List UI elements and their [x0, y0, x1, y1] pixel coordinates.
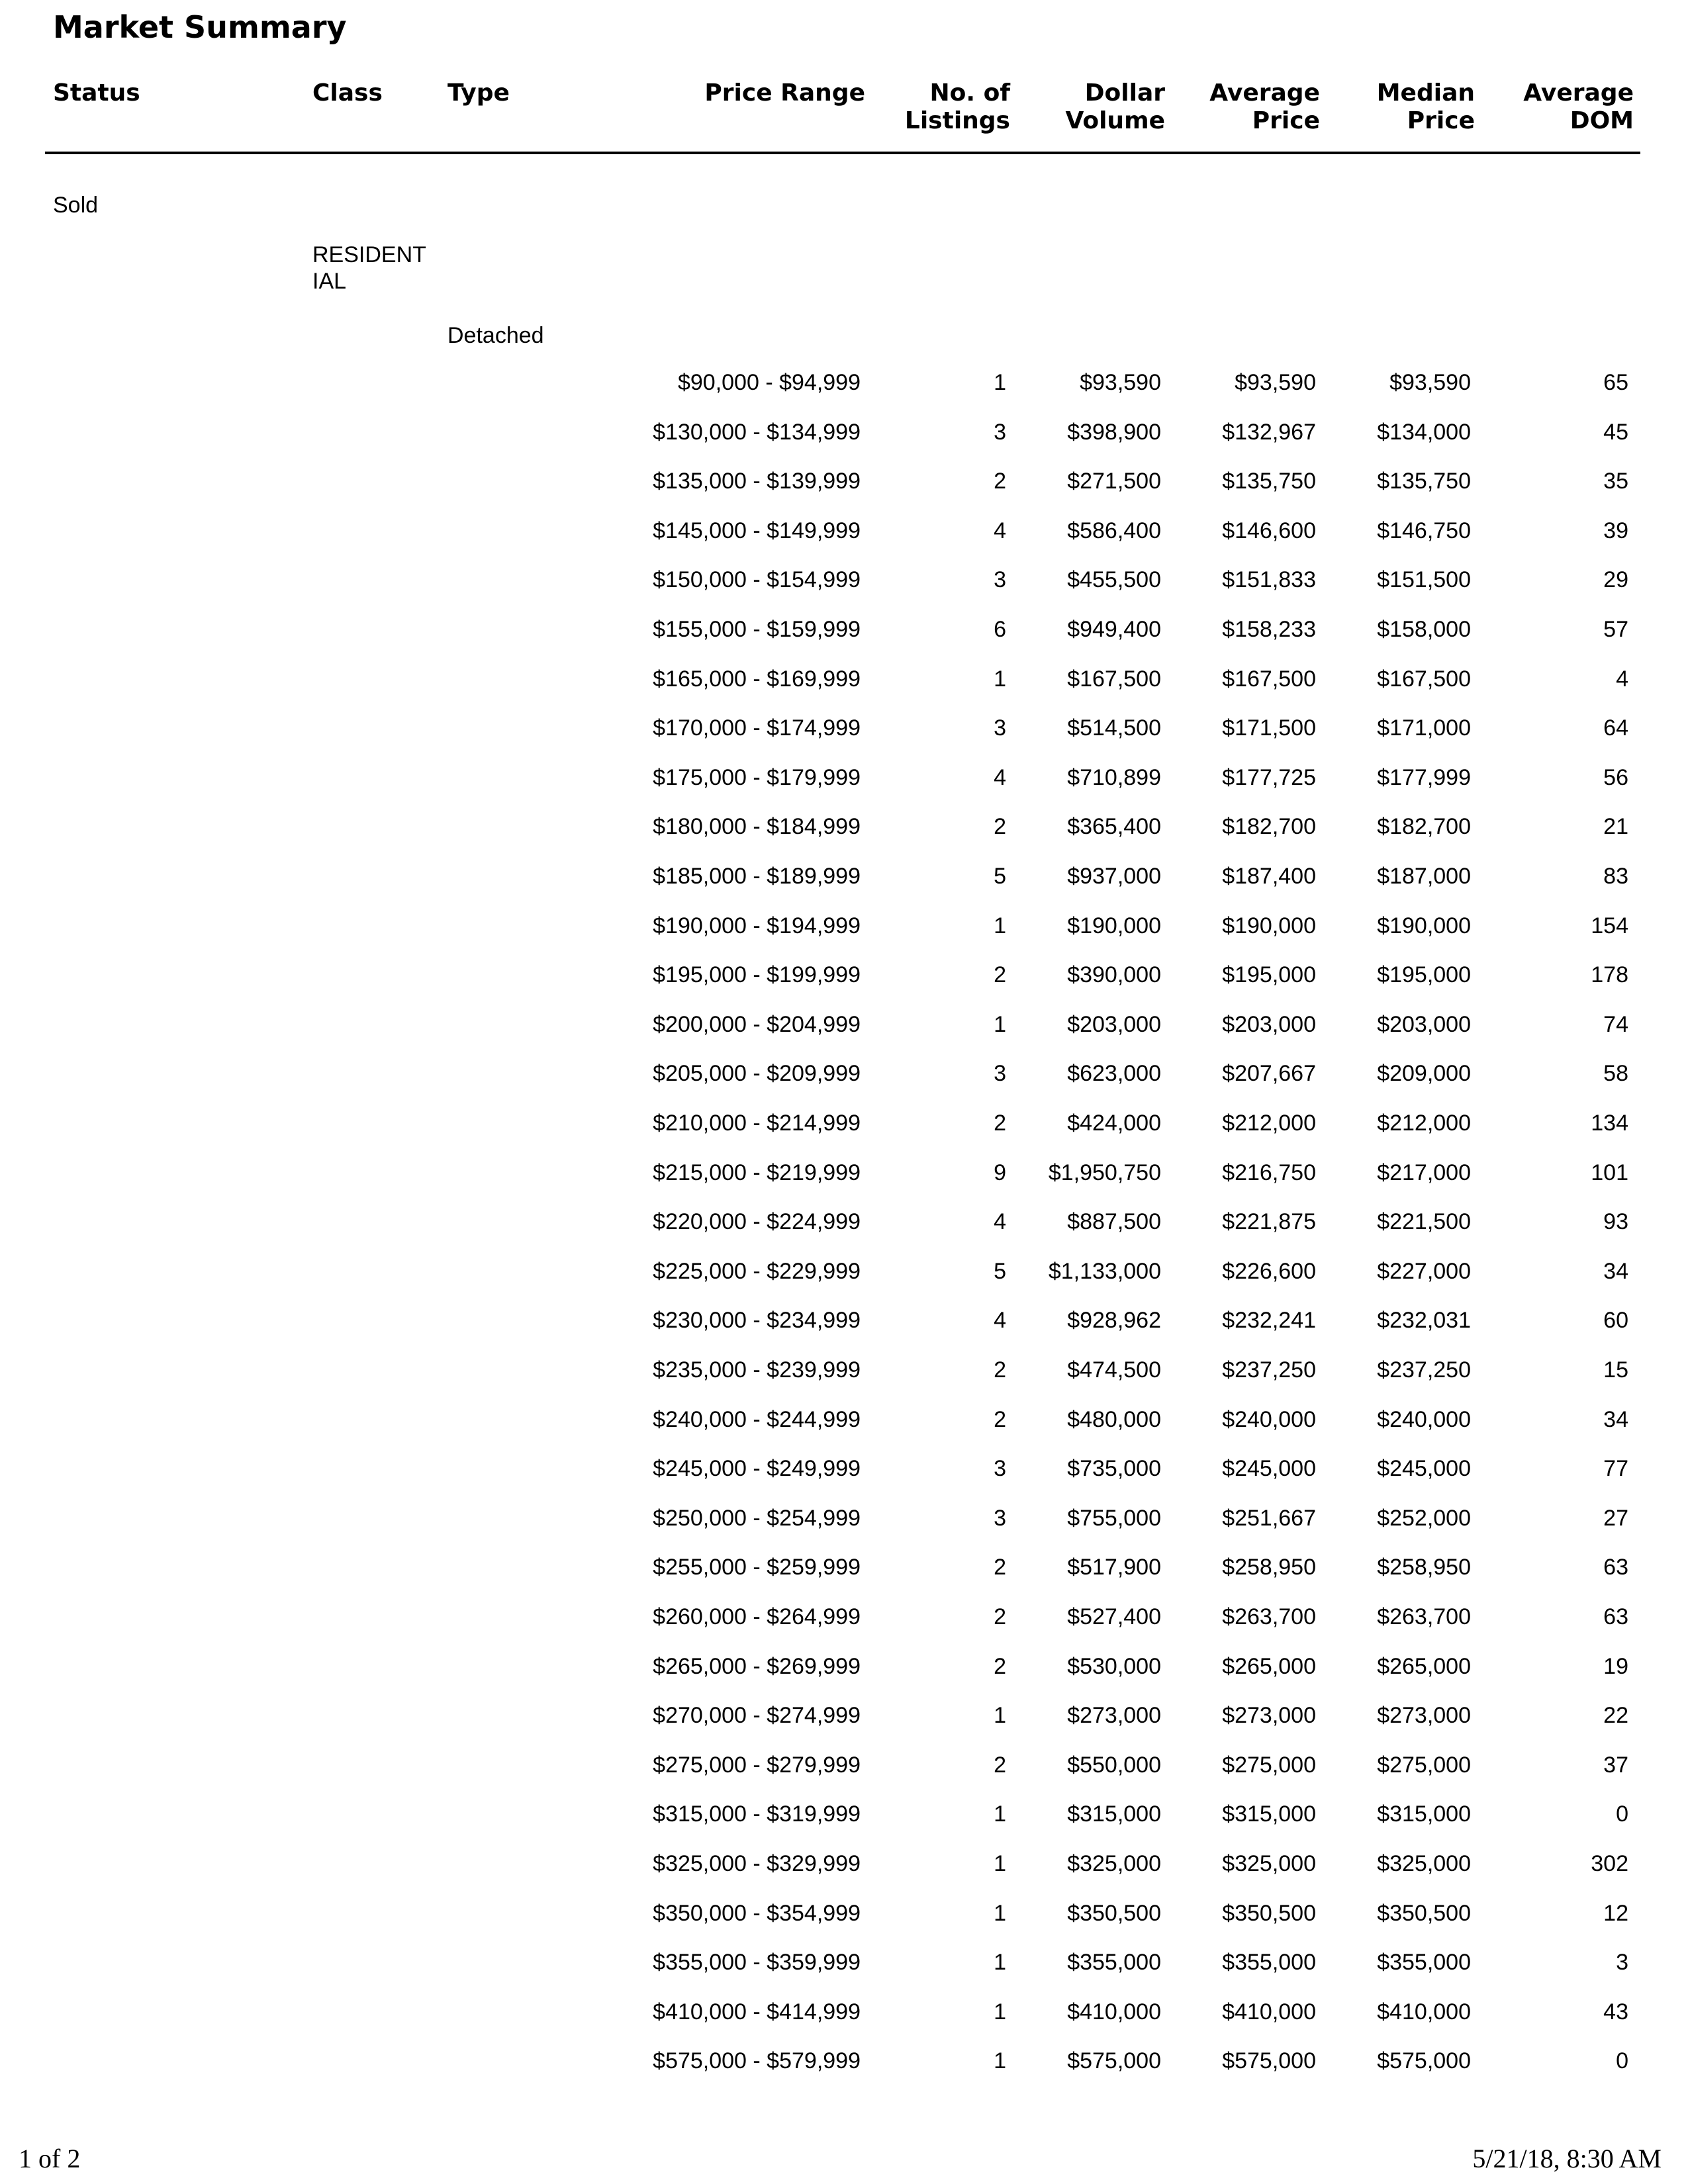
price-range-cell: $175,000 - $179,999 — [653, 764, 861, 790]
table-row — [0, 962, 1688, 988]
average-price-cell: $151,833 — [1222, 567, 1316, 593]
volume-cell: $355,000 — [1067, 1950, 1161, 1976]
table-row — [0, 1110, 1688, 1136]
listings-cell: 4 — [994, 518, 1006, 543]
average-price-cell: $325,000 — [1222, 1851, 1316, 1876]
median-price-cell: $93,590 — [1389, 370, 1471, 395]
average-dom-cell: 4 — [1616, 666, 1628, 692]
price-range-cell: $325,000 - $329,999 — [653, 1851, 861, 1876]
listings-cell: 6 — [994, 617, 1006, 642]
listings-cell: 3 — [994, 419, 1006, 445]
table-row — [0, 764, 1688, 791]
price-range-cell: $210,000 - $214,999 — [653, 1111, 861, 1136]
listings-cell: 4 — [994, 764, 1006, 790]
volume-cell: $365,400 — [1067, 814, 1161, 840]
average-dom-cell: 35 — [1603, 469, 1628, 494]
median-price-cell: $217,000 — [1377, 1160, 1471, 1185]
average-dom-cell: 29 — [1603, 567, 1628, 593]
table-row — [0, 419, 1688, 445]
header-volume-line2: Volume — [1065, 107, 1165, 134]
header-avg-price-line1: Average — [1209, 79, 1320, 107]
volume-cell: $203,000 — [1067, 1011, 1161, 1037]
table-row — [0, 666, 1688, 692]
volume-cell: $325,000 — [1067, 1851, 1161, 1876]
report-title: Market Summary — [53, 9, 347, 45]
average-price-cell: $251,667 — [1222, 1505, 1316, 1531]
volume-cell: $949,400 — [1067, 617, 1161, 642]
header-average-price — [1172, 79, 1320, 135]
average-dom-cell: 101 — [1591, 1160, 1628, 1185]
price-range-cell: $195,000 - $199,999 — [653, 962, 861, 988]
price-range-cell: $230,000 - $234,999 — [653, 1308, 861, 1334]
listings-cell: 2 — [994, 1653, 1006, 1679]
listings-cell: 1 — [994, 666, 1006, 692]
average-dom-cell: 302 — [1591, 1851, 1628, 1876]
table-row — [0, 1258, 1688, 1285]
listings-cell: 3 — [994, 1456, 1006, 1482]
average-price-cell: $263,700 — [1222, 1604, 1316, 1629]
table-row — [0, 2048, 1688, 2074]
average-dom-cell: 63 — [1603, 1604, 1628, 1629]
listings-cell: 1 — [994, 370, 1006, 395]
table-row — [0, 1554, 1688, 1580]
header-volume-line1: Dollar — [1084, 79, 1165, 107]
median-price-cell: $182,700 — [1377, 814, 1471, 840]
volume-cell: $167,500 — [1067, 666, 1161, 692]
average-dom-cell: 134 — [1591, 1111, 1628, 1136]
volume-cell: $480,000 — [1067, 1406, 1161, 1432]
average-price-cell: $221,875 — [1222, 1209, 1316, 1235]
price-range-cell: $220,000 - $224,999 — [653, 1209, 861, 1235]
table-row — [0, 1406, 1688, 1433]
header-status: Status — [53, 79, 140, 107]
average-dom-cell: 39 — [1603, 518, 1628, 543]
price-range-cell: $315,000 - $319,999 — [653, 1801, 861, 1827]
header-listings-line1: No. of — [929, 79, 1010, 107]
average-dom-cell: 60 — [1603, 1308, 1628, 1334]
volume-cell: $550,000 — [1067, 1752, 1161, 1778]
average-dom-cell: 43 — [1603, 1999, 1628, 2025]
average-dom-cell: 65 — [1603, 370, 1628, 395]
volume-cell: $623,000 — [1067, 1061, 1161, 1087]
average-price-cell: $237,250 — [1222, 1357, 1316, 1383]
price-range-cell: $205,000 - $209,999 — [653, 1061, 861, 1087]
median-price-cell: $221,500 — [1377, 1209, 1471, 1235]
volume-cell: $887,500 — [1067, 1209, 1161, 1235]
median-price-cell: $350,500 — [1377, 1900, 1471, 1926]
average-dom-cell: 34 — [1603, 1258, 1628, 1284]
volume-cell: $455,500 — [1067, 567, 1161, 593]
median-price-cell: $135,750 — [1377, 469, 1471, 494]
listings-cell: 5 — [994, 864, 1006, 889]
price-range-cell: $90,000 - $94,999 — [677, 370, 861, 395]
average-price-cell: $410,000 — [1222, 1999, 1316, 2025]
median-price-cell: $134,000 — [1377, 419, 1471, 445]
average-dom-cell: 27 — [1603, 1505, 1628, 1531]
header-median-line2: Price — [1407, 107, 1475, 134]
listings-cell: 2 — [994, 814, 1006, 840]
median-price-cell: $212,000 — [1377, 1111, 1471, 1136]
table-row — [0, 863, 1688, 889]
table-row — [0, 913, 1688, 939]
header-type: Type — [447, 79, 510, 107]
average-price-cell: $132,967 — [1222, 419, 1316, 445]
average-dom-cell: 3 — [1616, 1950, 1628, 1976]
average-price-cell: $203,000 — [1222, 1011, 1316, 1037]
volume-cell: $273,000 — [1067, 1703, 1161, 1729]
average-price-cell: $135,750 — [1222, 469, 1316, 494]
table-row — [0, 1060, 1688, 1087]
table-row — [0, 1307, 1688, 1334]
header-average-dom — [1483, 79, 1634, 135]
average-price-cell: $240,000 — [1222, 1406, 1316, 1432]
listings-cell: 2 — [994, 1406, 1006, 1432]
listings-cell: 3 — [994, 1505, 1006, 1531]
listings-cell: 3 — [994, 1061, 1006, 1087]
price-range-cell: $150,000 - $154,999 — [653, 567, 861, 593]
table-row — [0, 518, 1688, 544]
table-row — [0, 1357, 1688, 1383]
header-price-range: Price Range — [704, 79, 865, 107]
average-price-cell: $212,000 — [1222, 1111, 1316, 1136]
average-price-cell: $171,500 — [1222, 715, 1316, 741]
median-price-cell: $195,000 — [1377, 962, 1471, 988]
median-price-cell: $167,500 — [1377, 666, 1471, 692]
median-price-cell: $252,000 — [1377, 1505, 1471, 1531]
volume-cell: $398,900 — [1067, 419, 1161, 445]
header-median-line1: Median — [1376, 79, 1475, 107]
median-price-cell: $146,750 — [1377, 518, 1471, 543]
listings-cell: 4 — [994, 1209, 1006, 1235]
median-price-cell: $575,000 — [1377, 2048, 1471, 2074]
average-price-cell: $195,000 — [1222, 962, 1316, 988]
table-row — [0, 1160, 1688, 1186]
median-price-cell: $227,000 — [1377, 1258, 1471, 1284]
average-price-cell: $232,241 — [1222, 1308, 1316, 1334]
listings-cell: 4 — [994, 1308, 1006, 1334]
average-dom-cell: 45 — [1603, 419, 1628, 445]
average-price-cell: $158,233 — [1222, 617, 1316, 642]
volume-cell: $517,900 — [1067, 1555, 1161, 1580]
price-range-cell: $265,000 - $269,999 — [653, 1653, 861, 1679]
average-price-cell: $207,667 — [1222, 1061, 1316, 1087]
volume-cell: $271,500 — [1067, 469, 1161, 494]
group-class-line1: RESIDENT — [312, 242, 426, 267]
listings-cell: 2 — [994, 1111, 1006, 1136]
median-price-cell: $237,250 — [1377, 1357, 1471, 1383]
volume-cell: $93,590 — [1080, 370, 1161, 395]
price-range-cell: $215,000 - $219,999 — [653, 1160, 861, 1185]
price-range-cell: $135,000 - $139,999 — [653, 469, 861, 494]
price-range-cell: $190,000 - $194,999 — [653, 913, 861, 938]
price-range-cell: $130,000 - $134,999 — [653, 419, 861, 445]
average-dom-cell: 12 — [1603, 1900, 1628, 1926]
table-row — [0, 1949, 1688, 1976]
price-range-cell: $350,000 - $354,999 — [653, 1900, 861, 1926]
median-price-cell: $265,000 — [1377, 1653, 1471, 1679]
volume-cell: $530,000 — [1067, 1653, 1161, 1679]
median-price-cell: $258,950 — [1377, 1555, 1471, 1580]
table-row — [0, 1653, 1688, 1680]
average-price-cell: $265,000 — [1222, 1653, 1316, 1679]
volume-cell: $928,962 — [1067, 1308, 1161, 1334]
price-range-cell: $145,000 - $149,999 — [653, 518, 861, 543]
average-dom-cell: 0 — [1616, 2048, 1628, 2074]
header-dom-line1: Average — [1523, 79, 1634, 107]
volume-cell: $190,000 — [1067, 913, 1161, 938]
header-listings — [861, 79, 1010, 135]
median-price-cell: $203,000 — [1377, 1011, 1471, 1037]
listings-cell: 1 — [994, 1851, 1006, 1876]
listings-cell: 1 — [994, 1703, 1006, 1729]
average-price-cell: $187,400 — [1222, 864, 1316, 889]
average-price-cell: $226,600 — [1222, 1258, 1316, 1284]
price-range-cell: $255,000 - $259,999 — [653, 1555, 861, 1580]
price-range-cell: $355,000 - $359,999 — [653, 1950, 861, 1976]
table-row — [0, 1505, 1688, 1531]
average-dom-cell: 57 — [1603, 617, 1628, 642]
median-price-cell: $190,000 — [1377, 913, 1471, 938]
listings-cell: 2 — [994, 962, 1006, 988]
median-price-cell: $187,000 — [1377, 864, 1471, 889]
median-price-cell: $315,000 — [1377, 1801, 1471, 1827]
header-avg-price-line2: Price — [1252, 107, 1320, 134]
table-row — [0, 1850, 1688, 1877]
volume-cell: $514,500 — [1067, 715, 1161, 741]
header-class: Class — [312, 79, 383, 107]
average-dom-cell: 58 — [1603, 1061, 1628, 1087]
listings-cell: 1 — [994, 1801, 1006, 1827]
price-range-cell: $200,000 - $204,999 — [653, 1011, 861, 1037]
price-range-cell: $225,000 - $229,999 — [653, 1258, 861, 1284]
volume-cell: $350,500 — [1067, 1900, 1161, 1926]
average-price-cell: $167,500 — [1222, 666, 1316, 692]
table-row — [0, 616, 1688, 643]
table-row — [0, 1011, 1688, 1038]
table-row — [0, 1604, 1688, 1630]
average-dom-cell: 93 — [1603, 1209, 1628, 1235]
listings-cell: 9 — [994, 1160, 1006, 1185]
average-dom-cell: 56 — [1603, 764, 1628, 790]
price-range-cell: $410,000 - $414,999 — [653, 1999, 861, 2025]
page-number: 1 of 2 — [19, 2144, 81, 2173]
volume-cell: $390,000 — [1067, 962, 1161, 988]
volume-cell: $735,000 — [1067, 1456, 1161, 1482]
volume-cell: $710,899 — [1067, 764, 1161, 790]
listings-cell: 1 — [994, 1950, 1006, 1976]
price-range-cell: $170,000 - $174,999 — [653, 715, 861, 741]
table-row — [0, 715, 1688, 741]
group-class — [312, 242, 426, 295]
average-dom-cell: 0 — [1616, 1801, 1628, 1827]
average-dom-cell: 77 — [1603, 1456, 1628, 1482]
median-price-cell: $325,000 — [1377, 1851, 1471, 1876]
median-price-cell: $158,000 — [1377, 617, 1471, 642]
volume-cell: $1,133,000 — [1048, 1258, 1161, 1284]
header-divider — [45, 152, 1640, 154]
average-dom-cell: 22 — [1603, 1703, 1628, 1729]
average-price-cell: $182,700 — [1222, 814, 1316, 840]
median-price-cell: $410,000 — [1377, 1999, 1471, 2025]
table-row — [0, 1801, 1688, 1827]
table-row — [0, 1999, 1688, 2025]
listings-cell: 2 — [994, 1357, 1006, 1383]
table-row — [0, 1752, 1688, 1778]
average-dom-cell: 74 — [1603, 1011, 1628, 1037]
median-price-cell: $209,000 — [1377, 1061, 1471, 1087]
average-price-cell: $93,590 — [1235, 370, 1316, 395]
volume-cell: $1,950,750 — [1048, 1160, 1161, 1185]
average-dom-cell: 15 — [1603, 1357, 1628, 1383]
table-row — [0, 1900, 1688, 1927]
volume-cell: $586,400 — [1067, 518, 1161, 543]
listings-cell: 3 — [994, 715, 1006, 741]
listings-cell: 1 — [994, 913, 1006, 938]
listings-cell: 1 — [994, 1900, 1006, 1926]
listings-cell: 1 — [994, 1011, 1006, 1037]
table-row — [0, 369, 1688, 396]
median-price-cell: $275,000 — [1377, 1752, 1471, 1778]
price-range-cell: $260,000 - $264,999 — [653, 1604, 861, 1629]
volume-cell: $575,000 — [1067, 2048, 1161, 2074]
average-dom-cell: 154 — [1591, 913, 1628, 938]
volume-cell: $755,000 — [1067, 1505, 1161, 1531]
group-class-line2: IAL — [312, 269, 347, 294]
price-range-cell: $155,000 - $159,999 — [653, 617, 861, 642]
average-price-cell: $216,750 — [1222, 1160, 1316, 1185]
average-price-cell: $275,000 — [1222, 1752, 1316, 1778]
median-price-cell: $245,000 — [1377, 1456, 1471, 1482]
average-price-cell: $350,500 — [1222, 1900, 1316, 1926]
average-dom-cell: 37 — [1603, 1752, 1628, 1778]
listings-cell: 5 — [994, 1258, 1006, 1284]
header-dollar-volume — [1013, 79, 1165, 135]
average-price-cell: $315,000 — [1222, 1801, 1316, 1827]
volume-cell: $937,000 — [1067, 864, 1161, 889]
median-price-cell: $232,031 — [1377, 1308, 1471, 1334]
median-price-cell: $355,000 — [1377, 1950, 1471, 1976]
listings-cell: 1 — [994, 1999, 1006, 2025]
listings-cell: 2 — [994, 1555, 1006, 1580]
average-dom-cell: 34 — [1603, 1406, 1628, 1432]
average-price-cell: $146,600 — [1222, 518, 1316, 543]
group-type: Detached — [447, 323, 544, 348]
table-row — [0, 1702, 1688, 1729]
print-timestamp: 5/21/18, 8:30 AM — [1472, 2144, 1662, 2173]
average-price-cell: $575,000 — [1222, 2048, 1316, 2074]
price-range-cell: $235,000 - $239,999 — [653, 1357, 861, 1383]
average-price-cell: $245,000 — [1222, 1456, 1316, 1482]
average-dom-cell: 19 — [1603, 1653, 1628, 1679]
table-row — [0, 468, 1688, 494]
listings-cell: 2 — [994, 1604, 1006, 1629]
average-price-cell: $258,950 — [1222, 1555, 1316, 1580]
table-row — [0, 1208, 1688, 1235]
median-price-cell: $177,999 — [1377, 764, 1471, 790]
average-dom-cell: 178 — [1591, 962, 1628, 988]
volume-cell: $527,400 — [1067, 1604, 1161, 1629]
price-range-cell: $250,000 - $254,999 — [653, 1505, 861, 1531]
table-row — [0, 813, 1688, 840]
median-price-cell: $263,700 — [1377, 1604, 1471, 1629]
median-price-cell: $240,000 — [1377, 1406, 1471, 1432]
listings-cell: 1 — [994, 2048, 1006, 2074]
price-range-cell: $245,000 - $249,999 — [653, 1456, 861, 1482]
price-range-cell: $575,000 - $579,999 — [653, 2048, 861, 2074]
price-range-cell: $185,000 - $189,999 — [653, 864, 861, 889]
listings-cell: 2 — [994, 469, 1006, 494]
average-price-cell: $273,000 — [1222, 1703, 1316, 1729]
median-price-cell: $171,000 — [1377, 715, 1471, 741]
volume-cell: $315,000 — [1067, 1801, 1161, 1827]
average-price-cell: $177,725 — [1222, 764, 1316, 790]
average-price-cell: $190,000 — [1222, 913, 1316, 938]
table-row — [0, 1455, 1688, 1482]
average-dom-cell: 64 — [1603, 715, 1628, 741]
average-dom-cell: 63 — [1603, 1555, 1628, 1580]
price-range-cell: $270,000 - $274,999 — [653, 1703, 861, 1729]
price-range-cell: $240,000 - $244,999 — [653, 1406, 861, 1432]
volume-cell: $410,000 — [1067, 1999, 1161, 2025]
group-status: Sold — [53, 193, 99, 218]
average-price-cell: $355,000 — [1222, 1950, 1316, 1976]
volume-cell: $424,000 — [1067, 1111, 1161, 1136]
listings-cell: 2 — [994, 1752, 1006, 1778]
average-dom-cell: 21 — [1603, 814, 1628, 840]
median-price-cell: $273,000 — [1377, 1703, 1471, 1729]
header-dom-line2: DOM — [1570, 107, 1634, 134]
average-dom-cell: 83 — [1603, 864, 1628, 889]
price-range-cell: $180,000 - $184,999 — [653, 814, 861, 840]
table-row — [0, 567, 1688, 593]
price-range-cell: $275,000 - $279,999 — [653, 1752, 861, 1778]
price-range-cell: $165,000 - $169,999 — [653, 666, 861, 692]
listings-cell: 3 — [994, 567, 1006, 593]
header-listings-line2: Listings — [904, 107, 1010, 134]
volume-cell: $474,500 — [1067, 1357, 1161, 1383]
header-median-price — [1324, 79, 1475, 135]
median-price-cell: $151,500 — [1377, 567, 1471, 593]
